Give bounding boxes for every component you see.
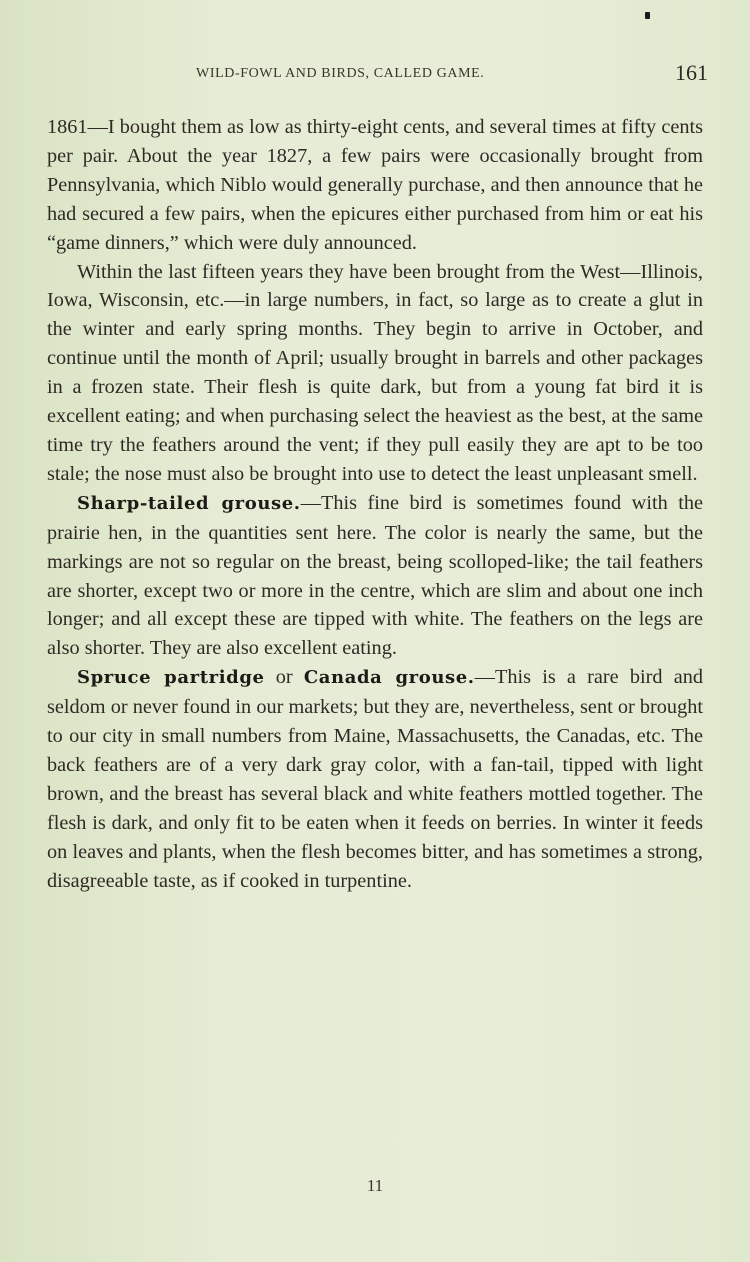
signature-mark: 11	[366, 1176, 384, 1195]
paragraph-text: Within the last fifteen years they have been brought from the West—Illinois, Iowa, Wisconsin, etc.—in large numbers, in fact, so large as to create a glut in the winter and early spring months. They begin to arrive in October, and continue until the month of April; usually brought in barrels and other packages in a frozen state. Their flesh is quite dark, but from a young fat bird it is excellent eating; and when purchasing select the heaviest as the best, at the same time try the feathers around the vent; if they pull easily they are apt to be too stale; the nose must also be brought into use to detect the least unpleasant smell.	[47, 260, 703, 485]
body-text	[47, 113, 703, 895]
paragraph-2	[47, 258, 703, 489]
ink-speck	[645, 12, 650, 19]
entry-heading: Spruce partridge	[77, 667, 265, 689]
page-number: 161	[675, 60, 708, 85]
page-header	[196, 60, 708, 90]
entry-heading: Sharp-tailed grouse.	[77, 492, 301, 514]
paragraph-sharp-tailed-grouse	[47, 489, 703, 663]
entry-connector: or	[264, 666, 304, 689]
paragraph-text: —This fine bird is sometimes found with the prairie hen, in the quantities sent here. The color is nearly the same, but the markings are not so regular on the breast, being scolloped-like; the tail feathers are shorter, except two or more in the centre, which are slim and about one inch longer; and all except these are tipped with white. The feathers on the legs are also shorter. They are also excellent eating.	[47, 491, 703, 660]
paragraph-text: —This is a rare bird and seldom or never found in our markets; but they are, nevertheless, sent or brought to our city in small numbers from Maine, Massachusetts, the Canadas, etc. The back feathers are of a very dark gray color, with a fan-tail, tipped with light brown, and the breast has several black and white feathers mottled together. The flesh is dark, and only fit to be eaten when it feeds on berries. In winter it feeds on leaves and plants, when the flesh becomes bitter, and has sometimes a strong, disagreeable taste, as if cooked in turpentine.	[47, 666, 703, 892]
running-head: WILD-FOWL AND BIRDS, CALLED GAME.	[196, 66, 485, 81]
paragraph-1	[47, 113, 703, 258]
paragraph-text: 1861—I bought them as low as thirty-eight cents, and several times at fifty cents per pair. About the year 1827, a few pairs were occasionally brought from Pennsylvania, which Niblo would generally purchase, and then announce that he had secured a few pairs, when the epicures either purchased from him or eat his “game dinners,” which were duly announced.	[47, 116, 703, 254]
paragraph-spruce-partridge	[47, 663, 703, 895]
entry-heading-alt: Canada grouse.	[303, 667, 475, 689]
